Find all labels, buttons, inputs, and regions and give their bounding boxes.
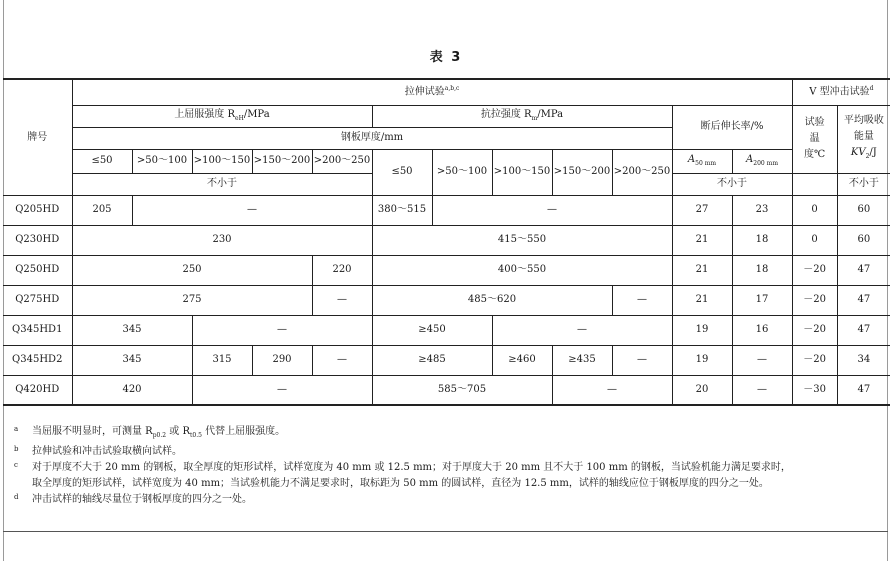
grade-cell: Q345HD2 [3,345,72,375]
yield-value: 205 [72,195,132,225]
header-brand: 牌号 [3,79,72,195]
header-upper-yield: 上屈服强度 $R_{eH}$/MPa [72,105,372,127]
tensile-value: 380～515 [372,195,432,225]
yield-value: — [132,195,372,225]
kv-value: 47 [837,285,890,315]
tensile-value: ≥450 [372,315,492,345]
header-temp-blank [792,173,837,195]
footnote-b: b 拉伸试验和冲击试验取横向试样。 [14,444,886,460]
yield-value: 420 [72,375,192,405]
yield-value: — [312,285,372,315]
header-a200: $A_{200 mm}$ [732,149,792,173]
header-tensile-test: 拉伸试验$^{a,b,c}$ [72,79,792,105]
grade-cell: Q250HD [3,255,72,285]
footnote-a: a 当屈服不明显时，可测量 $R_{p0.2}$ 或 $R_{t0.5}$ 代替上屈服强度。 [14,424,886,444]
a50-value: 21 [672,285,732,315]
tensile-value: — [612,285,672,315]
footnote-marker: c [14,461,18,469]
grade-cell: Q230HD [3,225,72,255]
a200-value: — [732,345,792,375]
header-plate-thickness: 钢板厚度/mm [72,127,672,149]
yield-value: — [192,375,372,405]
yield-value: 315 [192,345,252,375]
tensile-value: 415～550 [372,225,672,255]
temp-value: 0 [792,195,837,225]
footnote-marker: d [14,493,19,501]
yield-thick-range: >50～100 [132,149,192,173]
a50-value: 19 [672,315,732,345]
table-caption: 表 3 [429,50,463,65]
header-a50: $A_{50 mm}$ [672,149,732,173]
temp-value: －20 [792,255,837,285]
footnote-d: d 冲击试样的轴线尽量位于钢板厚度的四分之一处。 [14,492,886,508]
a50-value: 27 [672,195,732,225]
header-not-less-elong: 不小于 [672,173,792,195]
header-not-less-kv: 不小于 [837,173,890,195]
a50-value: 20 [672,375,732,405]
table-row [3,225,890,255]
header-elongation: 断后伸长率/% [672,105,792,149]
header-not-less-yield: 不小于 [72,173,372,195]
tensile-value: ≥460 [492,345,552,375]
tensile-thick-range: >100～150 [492,149,552,195]
yield-thick-range: ≤50 [72,149,132,173]
a200-value: 17 [732,285,792,315]
temp-value: 0 [792,225,837,255]
yield-value: 345 [72,315,192,345]
yield-value: — [192,315,372,345]
header-avg-absorbed: 平均吸收能量 $KV_2/J$ [837,105,890,173]
a200-value: 18 [732,225,792,255]
grade-cell: Q205HD [3,195,72,225]
mechanical-properties-table [3,78,890,406]
table-row [3,195,890,225]
header-impact-test: V 型冲击试验$^d$ [792,79,890,105]
yield-thick-range: >100～150 [192,149,252,173]
yield-thick-range: >200～250 [312,149,372,173]
tensile-value: — [432,195,672,225]
tensile-value: ≥485 [372,345,492,375]
a200-value: 16 [732,315,792,345]
temp-value: －20 [792,345,837,375]
a200-value: 18 [732,255,792,285]
temp-value: －30 [792,375,837,405]
yield-value: 275 [72,285,312,315]
temp-value: －20 [792,285,837,315]
table-row [3,285,890,315]
footnote-c: c 对于厚度不大于 20 mm 的钢板，取全厚度的矩形试样，试样宽度为 40 mm 或 12.5 mm；对于厚度大于 20 mm 且不大于 100 mm 的钢板，当试验机能力满足要求时， 取全厚度的矩形试样，试样宽度为 40 mm；当试验机能力不满足要求时，取标距为 50 mm 的圆试样，直径为 12.5 mm，试样的轴线应位于钢板厚度的四分之一处。 [14,460,886,492]
tensile-value: ≥435 [552,345,612,375]
tensile-value: — [492,315,672,345]
tensile-value: 400～550 [372,255,672,285]
table-row [3,315,890,345]
header-test-temp: 试验温度℃ [792,105,837,173]
a50-value: 21 [672,225,732,255]
tensile-value: — [552,375,672,405]
tensile-thick-range: >200～250 [612,149,672,195]
yield-value: — [312,345,372,375]
a50-value: 21 [672,255,732,285]
tensile-thick-range: >150～200 [552,149,612,195]
table-row [3,375,890,405]
tensile-thick-range: ≤50 [372,149,432,195]
grade-cell: Q345HD1 [3,315,72,345]
yield-value: 220 [312,255,372,285]
table-row [3,345,890,375]
temp-value: －20 [792,315,837,345]
a200-value: — [732,375,792,405]
a200-value: 23 [732,195,792,225]
kv-value: 47 [837,315,890,345]
kv-value: 47 [837,255,890,285]
yield-value: 345 [72,345,192,375]
footnote-marker: a [14,425,19,433]
grade-cell: Q275HD [3,285,72,315]
yield-thick-range: >150～200 [252,149,312,173]
grade-cell: Q420HD [3,375,72,405]
yield-value: 230 [72,225,372,255]
kv-value: 47 [837,375,890,405]
tensile-thick-range: >50～100 [432,149,492,195]
yield-value: 290 [252,345,312,375]
tensile-value: 585～705 [372,375,552,405]
header-tensile-strength: 抗拉强度 $R_m$/MPa [372,105,672,127]
a50-value: 19 [672,345,732,375]
footnote-marker: b [14,445,19,453]
bottom-rule [3,531,888,532]
kv-value: 60 [837,195,890,225]
table-footnotes [14,424,886,508]
tensile-value: 485～620 [372,285,612,315]
table-row [3,255,890,285]
tensile-value: — [612,345,672,375]
kv-value: 60 [837,225,890,255]
yield-value: 250 [72,255,312,285]
kv-value: 34 [837,345,890,375]
